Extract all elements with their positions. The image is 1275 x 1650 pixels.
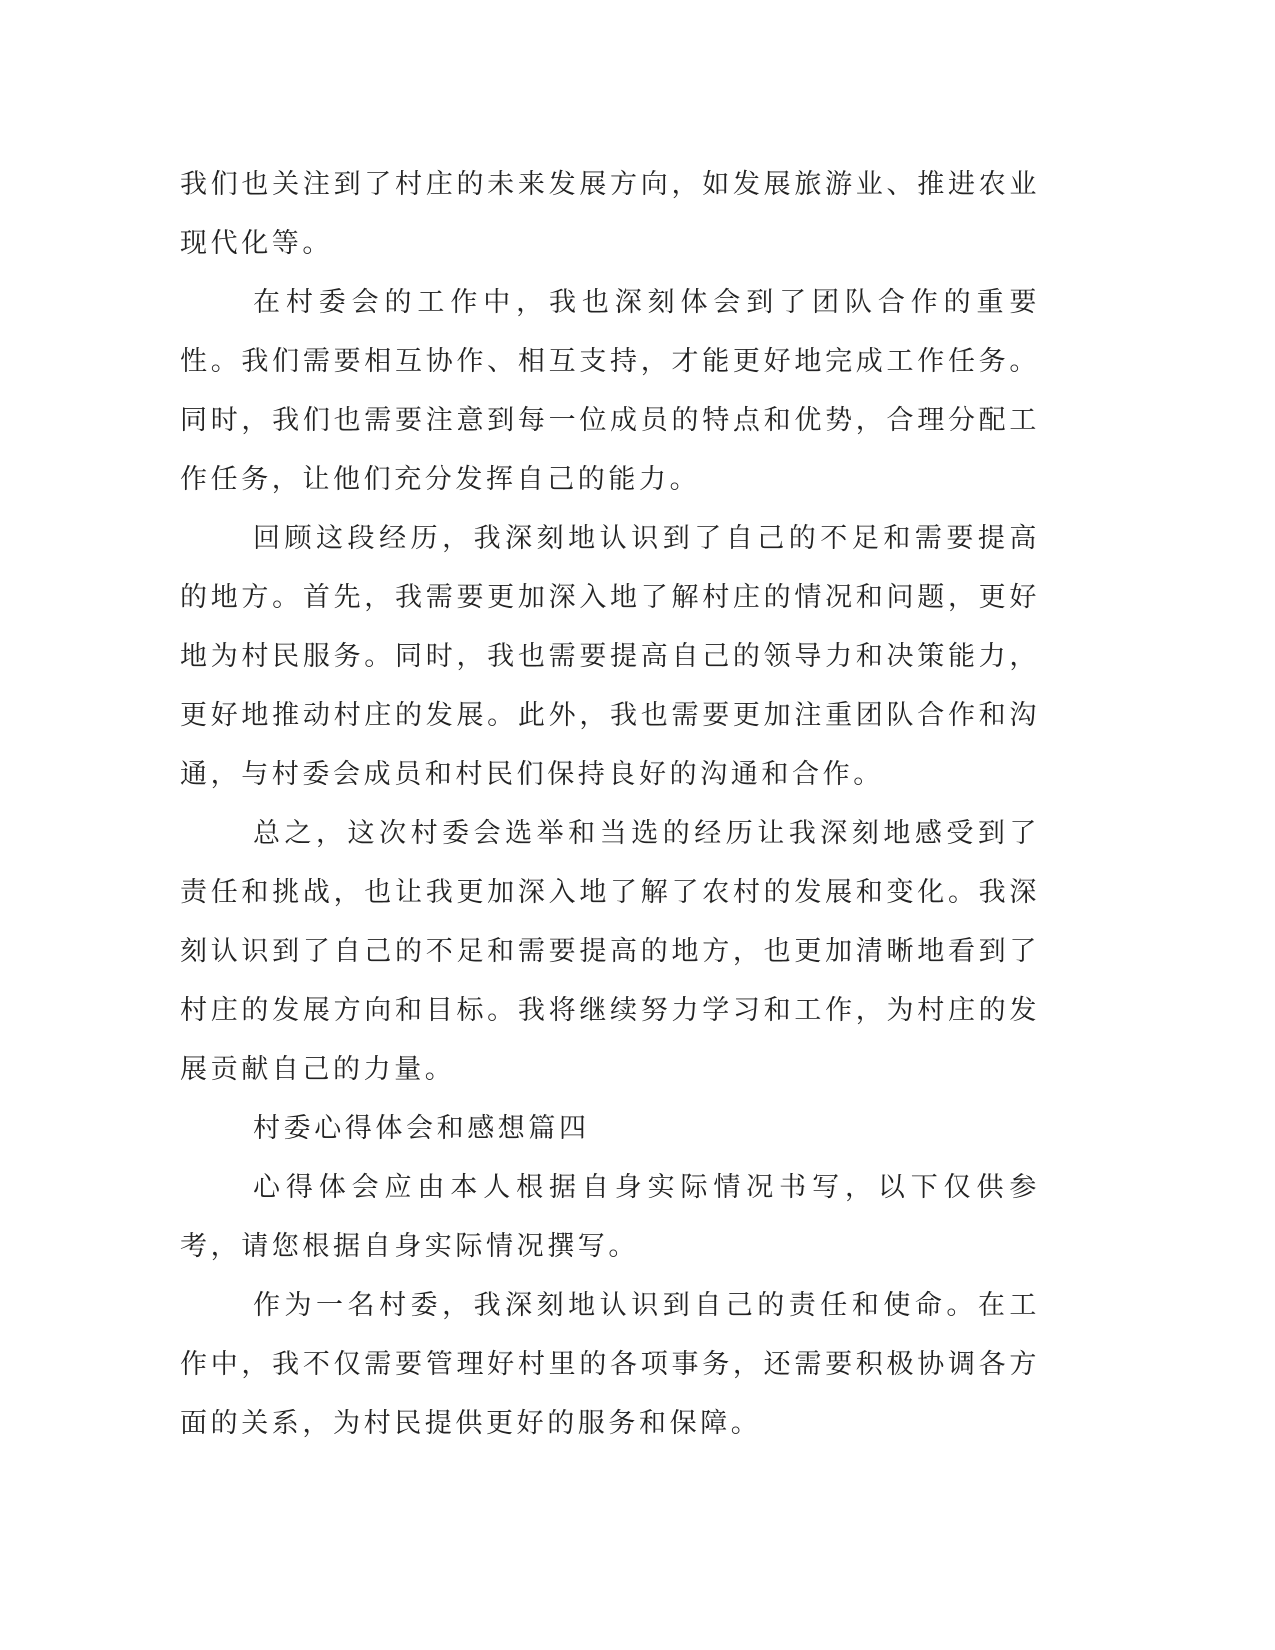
paragraph-2: 在村委会的工作中，我也深刻体会到了团队合作的重要性。我们需要相互协作、相互支持，才能更好地完成工作任务。同时，我们也需要注意到每一位成员的特点和优势，合理分配工作任务，让他们充分发挥自己的能力。 (180, 287, 1040, 495)
paragraph-1: 我们也关注到了村庄的未来发展方向，如发展旅游业、推进农业现代化等。 (180, 169, 1040, 259)
paragraph-3: 回顾这段经历，我深刻地认识到了自己的不足和需要提高的地方。首先，我需要更加深入地了解村庄的情况和问题，更好地为村民服务。同时，我也需要提高自己的领导力和决策能力，更好地推动村庄的发展。此外，我也需要更加注重团队合作和沟通，与村委会成员和村民们保持良好的沟通和合作。 (180, 523, 1040, 790)
document-body (180, 155, 1040, 1453)
paragraph-5: 心得体会应由本人根据自身实际情况书写，以下仅供参考，请您根据自身实际情况撰写。 (180, 1172, 1040, 1262)
paragraph-4: 总之，这次村委会选举和当选的经历让我深刻地感受到了责任和挑战，也让我更加深入地了解了农村的发展和变化。我深刻认识到了自己的不足和需要提高的地方，也更加清晰地看到了村庄的发展方向和目标。我将继续努力学习和工作，为村庄的发展贡献自己的力量。 (180, 818, 1040, 1085)
section-heading: 村委心得体会和感想篇四 (253, 1113, 590, 1144)
paragraph-6: 作为一名村委，我深刻地认识到自己的责任和使命。在工作中，我不仅需要管理好村里的各项事务，还需要积极协调各方面的关系，为村民提供更好的服务和保障。 (180, 1290, 1040, 1439)
